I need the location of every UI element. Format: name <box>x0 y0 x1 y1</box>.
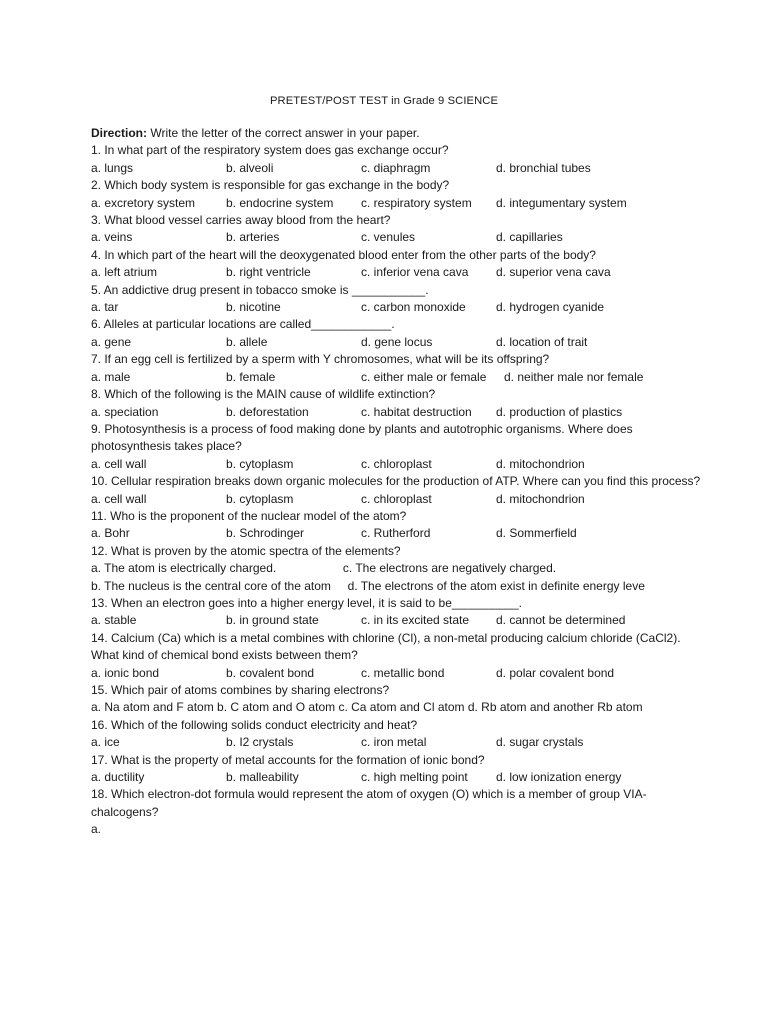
option-c: c. Rutherford <box>361 526 431 541</box>
direction <box>91 125 711 142</box>
question-14-options <box>91 665 711 682</box>
question-10: 10. Cellular respiration breaks down organic molecules for the production of ATP. Where can you find this process? <box>91 474 701 489</box>
question-7: 7. If an egg cell is fertilized by a sperm with Y chromosomes, what will be its offspring? <box>91 352 550 367</box>
option-a: a. male <box>91 369 131 384</box>
option-a: a. left atrium <box>91 265 158 280</box>
option-d: d. location of trait <box>496 334 588 349</box>
direction-label: Direction: <box>91 126 148 140</box>
question-7-options <box>91 369 711 386</box>
option-b: b. allele <box>226 334 268 349</box>
question-15-options: a. Na atom and F atom b. C atom and O atom c. Ca atom and Cl atom d. Rb atom and another Rb atom <box>91 700 643 715</box>
option-a: a. Bohr <box>91 526 130 541</box>
question-6-options <box>91 334 711 351</box>
question-16: 16. Which of the following solids conduct electricity and heat? <box>91 717 418 732</box>
option-c: c. metallic bond <box>361 665 445 680</box>
option-c: c. in its excited state <box>361 613 470 628</box>
question-13: 13. When an electron goes into a higher energy level, it is said to be__________. <box>91 595 522 610</box>
option-d: d. polar covalent bond <box>496 665 615 680</box>
question-8-options <box>91 404 711 421</box>
option-c: c. chloroplast <box>361 456 432 471</box>
option-b: b. covalent bond <box>226 665 315 680</box>
option-b: b. deforestation <box>226 404 309 419</box>
option-d: d. superior vena cava <box>496 265 611 280</box>
option-d: d. mitochondrion <box>496 491 585 506</box>
option-b: b. Schrodinger <box>226 526 305 541</box>
question-16-options <box>91 734 711 751</box>
option-a: a. veins <box>91 230 133 245</box>
option-a: a. gene <box>91 334 132 349</box>
question-10-options <box>91 491 711 508</box>
option-b: b. endocrine system <box>226 195 334 210</box>
question-5-options <box>91 299 711 316</box>
option-d: d. neither male nor female <box>504 369 644 384</box>
option-a: a. tar <box>91 300 119 315</box>
option-a: a. ductility <box>91 770 145 785</box>
option-b: b. malleability <box>226 770 299 785</box>
option-d: d. bronchial tubes <box>496 160 591 175</box>
option-c: c. iron metal <box>361 735 427 750</box>
question-3: 3. What blood vessel carries away blood from the heart? <box>91 213 391 228</box>
question-17: 17. What is the property of metal accounts for the formation of ionic bond? <box>91 752 485 767</box>
option-b: b. right ventricle <box>226 265 311 280</box>
question-4-options <box>91 264 711 281</box>
option-d: d. hydrogen cyanide <box>496 300 605 315</box>
option-b: b. cytoplasm <box>226 456 294 471</box>
option-c: d. gene locus <box>361 334 433 349</box>
option-a: a. speciation <box>91 404 159 419</box>
option-c: c. inferior vena cava <box>361 265 469 280</box>
question-5: 5. An addictive drug present in tobacco smoke is ___________. <box>91 282 429 297</box>
document-title: PRETEST/POST TEST in Grade 9 SCIENCE <box>269 95 499 107</box>
question-12-options-line-1: a. The atom is electrically charged. c. The electrons are negatively charged. <box>91 561 557 576</box>
option-c: c. respiratory system <box>361 195 472 210</box>
option-b: b. female <box>226 369 276 384</box>
question-11: 11. Who is the proponent of the nuclear model of the atom? <box>91 508 407 523</box>
question-14: 14. Calcium (Ca) which is a metal combines with chlorine (Cl), a non-metal producing calcium chloride (CaCl2). What kind of chemical bond exists between them? <box>91 630 681 663</box>
test-body <box>91 125 711 839</box>
option-d: d. integumentary system <box>496 195 627 210</box>
question-1-options <box>91 160 711 177</box>
question-13-options <box>91 612 711 629</box>
option-b: b. cytoplasm <box>226 491 294 506</box>
option-d: d. low ionization energy <box>496 770 622 785</box>
question-1: 1. In what part of the respiratory system does gas exchange occur? <box>91 143 449 158</box>
question-9-options <box>91 456 711 473</box>
option-c: c. either male or female <box>361 369 487 384</box>
question-12-options-line-2: b. The nucleus is the central core of the atom d. The electrons of the atom exist in definite energy leve <box>91 578 645 593</box>
option-a: a. ice <box>91 735 120 750</box>
option-c: c. carbon monoxide <box>361 300 466 315</box>
option-b: b. nicotine <box>226 300 281 315</box>
option-a: a. ionic bond <box>91 665 160 680</box>
option-a: a. lungs <box>91 160 134 175</box>
option-c: c. venules <box>361 230 416 245</box>
option-b: b. alveoli <box>226 160 274 175</box>
question-17-options <box>91 769 711 786</box>
option-a: a. stable <box>91 613 137 628</box>
option-c: c. habitat destruction <box>361 404 472 419</box>
option-d: d. cannot be determined <box>496 613 626 628</box>
question-11-options <box>91 525 711 542</box>
option-b: b. arteries <box>226 230 280 245</box>
option-c: c. high melting point <box>361 770 468 785</box>
option-b: b. I2 crystals <box>226 735 294 750</box>
question-12: 12. What is proven by the atomic spectra of the elements? <box>91 543 401 558</box>
question-2: 2. Which body system is responsible for gas exchange in the body? <box>91 178 450 193</box>
question-15: 15. Which pair of atoms combines by sharing electrons? <box>91 683 390 697</box>
option-d: d. production of plastics <box>496 404 623 419</box>
option-d: d. capillaries <box>496 230 563 245</box>
question-6: 6. Alleles at particular locations are called____________. <box>91 317 395 332</box>
option-d: d. Sommerfield <box>496 526 577 541</box>
direction-text: Write the letter of the correct answer in your paper. <box>147 126 420 140</box>
option-a: a. cell wall <box>91 456 147 471</box>
question-9: 9. Photosynthesis is a process of food making done by plants and autotrophic organisms. Where does photosynthesis takes place? <box>91 421 633 454</box>
option-d: d. mitochondrion <box>496 456 585 471</box>
option-a: a. cell wall <box>91 491 147 506</box>
option-a: a. excretory system <box>91 195 196 210</box>
option-c: c. chloroplast <box>361 491 432 506</box>
question-3-options <box>91 229 711 246</box>
question-8: 8. Which of the following is the MAIN cause of wildlife extinction? <box>91 387 436 402</box>
question-18: 18. Which electron-dot formula would represent the atom of oxygen (O) which is a member of group VIA-chalcogens? <box>91 787 647 819</box>
option-c: c. diaphragm <box>361 160 431 175</box>
question-4: 4. In which part of the heart will the deoxygenated blood enter from the other parts of the body? <box>91 247 596 262</box>
question-2-options <box>91 195 711 212</box>
option-b: b. in ground state <box>226 613 319 628</box>
option-d: d. sugar crystals <box>496 735 584 750</box>
question-18-option-a: a. <box>91 822 102 837</box>
